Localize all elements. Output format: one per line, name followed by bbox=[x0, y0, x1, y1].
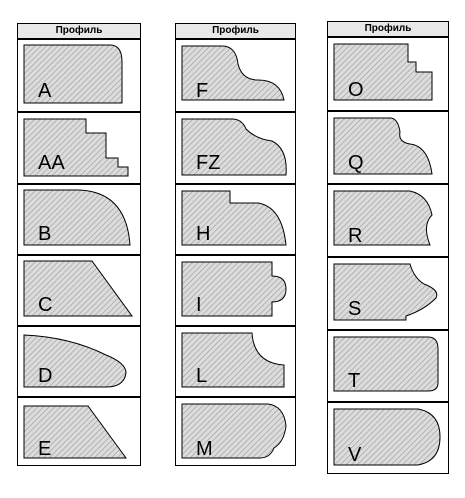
column-header: Профиль bbox=[18, 24, 140, 40]
profile-label: L bbox=[196, 365, 208, 387]
profile-column-3 bbox=[327, 21, 449, 474]
profile-label: Q bbox=[348, 152, 364, 174]
profile-label: C bbox=[38, 294, 53, 316]
profile-cell-o bbox=[328, 38, 448, 112]
profile-aa-shape bbox=[18, 113, 140, 183]
profile-cell-v bbox=[328, 403, 448, 475]
profile-cell-h bbox=[176, 185, 295, 256]
profile-cell-e bbox=[18, 398, 140, 469]
profile-cell-f bbox=[176, 40, 295, 113]
profile-label: T bbox=[348, 370, 361, 392]
profile-cell-d bbox=[18, 327, 140, 398]
profile-m-shape bbox=[176, 398, 295, 467]
profile-cell-b bbox=[18, 185, 140, 256]
profile-a-shape bbox=[18, 40, 140, 111]
profile-e-shape bbox=[18, 398, 140, 467]
profile-cell-c bbox=[18, 256, 140, 327]
profile-column-1 bbox=[17, 23, 141, 466]
profile-c-shape bbox=[18, 256, 140, 325]
profile-label: AA bbox=[38, 152, 65, 174]
profile-cell-i bbox=[176, 256, 295, 327]
profile-label: FZ bbox=[196, 152, 221, 174]
profile-label: A bbox=[38, 80, 52, 102]
profile-cell-m bbox=[176, 398, 295, 469]
profile-label: I bbox=[196, 294, 202, 316]
profile-d-shape bbox=[18, 327, 140, 396]
column-header: Профиль bbox=[328, 22, 448, 38]
profile-label: M bbox=[196, 438, 213, 460]
profile-label: O bbox=[348, 79, 364, 101]
profile-label: D bbox=[38, 365, 53, 387]
profile-r-shape bbox=[328, 185, 448, 256]
profile-label: V bbox=[348, 444, 362, 466]
profile-h-shape bbox=[176, 185, 295, 254]
profile-label: E bbox=[38, 438, 52, 460]
profile-l-shape bbox=[176, 327, 295, 396]
profile-s-shape bbox=[328, 258, 448, 329]
profile-label: F bbox=[196, 80, 209, 102]
profile-b-shape bbox=[18, 185, 140, 254]
profile-cell-r bbox=[328, 185, 448, 258]
profile-cell-fz bbox=[176, 113, 295, 185]
profile-fz-shape bbox=[176, 113, 295, 183]
profile-cell-a bbox=[18, 40, 140, 113]
profile-label: B bbox=[38, 223, 52, 245]
profile-o-shape bbox=[328, 38, 448, 110]
profile-v-shape bbox=[328, 403, 448, 473]
profile-i-shape bbox=[176, 256, 295, 325]
profile-f-shape bbox=[176, 40, 295, 111]
profile-cell-t bbox=[328, 331, 448, 403]
profile-t-shape bbox=[328, 331, 448, 401]
profile-cell-l bbox=[176, 327, 295, 398]
profile-label: S bbox=[348, 298, 362, 320]
profile-cell-q bbox=[328, 112, 448, 185]
profile-label: R bbox=[348, 225, 363, 247]
profile-q-shape bbox=[328, 112, 448, 183]
profile-column-2 bbox=[175, 23, 296, 466]
profile-cell-s bbox=[328, 258, 448, 331]
column-header: Профиль bbox=[176, 24, 295, 40]
profile-label: H bbox=[196, 223, 211, 245]
profile-cell-aa bbox=[18, 113, 140, 185]
